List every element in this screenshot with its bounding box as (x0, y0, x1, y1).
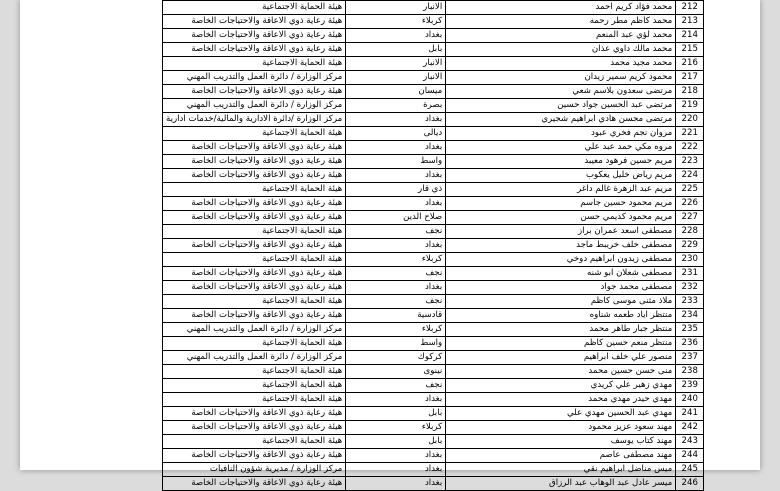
table-row (163, 477, 704, 491)
person-name: مصطفى شعلان ابو شنه (446, 267, 676, 281)
department: هيئة الحماية الاجتماعية (163, 365, 346, 379)
table-row (163, 169, 704, 183)
row-number: 223 (676, 155, 704, 169)
table-row (163, 15, 704, 29)
department: هيئة الحماية الاجتماعية (163, 295, 346, 309)
department: هيئة الحماية الاجتماعية (163, 127, 346, 141)
department: مركز الوزارة / دائرة العمل والتدريب المهني (163, 71, 346, 85)
row-number: 233 (676, 295, 704, 309)
department: هيئة رعاية ذوي الاعاقة والاحتياجات الخاصة (163, 421, 346, 435)
row-number: 229 (676, 239, 704, 253)
department: هيئة الحماية الاجتماعية (163, 393, 346, 407)
person-name: محمد فؤاد كريم احمد (446, 1, 676, 15)
row-number: 240 (676, 393, 704, 407)
governorate: واسط (346, 155, 446, 169)
table-row (163, 295, 704, 309)
department: هيئة رعاية ذوي الاعاقة والاحتياجات الخاصة (163, 85, 346, 99)
governorate: بابل (346, 435, 446, 449)
person-name: محمود كريم سمير زيدان (446, 71, 676, 85)
department: مركز الوزارة / دائرة العمل والتدريب المهني (163, 323, 346, 337)
person-name: ميسر عادل عبد الوهاب عبد الرزاق (446, 477, 676, 491)
governorate: بغداد (346, 477, 446, 491)
row-number: 220 (676, 113, 704, 127)
table-row (163, 197, 704, 211)
table-row (163, 71, 704, 85)
row-number: 227 (676, 211, 704, 225)
document-page (20, 0, 760, 488)
department: هيئة الحماية الاجتماعية (163, 183, 346, 197)
person-name: مريم رياض خليل يعكوب (446, 169, 676, 183)
row-number: 221 (676, 127, 704, 141)
department: هيئة رعاية ذوي الاعاقة والاحتياجات الخاصة (163, 141, 346, 155)
person-name: مروان نجم فخري عبود (446, 127, 676, 141)
person-name: منتظر منعم حسين كاظم (446, 337, 676, 351)
person-name: منى حسن حسين محمد (446, 365, 676, 379)
table-row (163, 1, 704, 15)
person-name: منتظر جبار طاهر محمد (446, 323, 676, 337)
table-row (163, 309, 704, 323)
person-name: مريم عبد الزهرة غالم داغر (446, 183, 676, 197)
row-number: 217 (676, 71, 704, 85)
person-name: ميس مناضل ابراهيم نقي (446, 463, 676, 477)
row-number: 228 (676, 225, 704, 239)
table-row (163, 43, 704, 57)
row-number: 225 (676, 183, 704, 197)
department: هيئة الحماية الاجتماعية (163, 435, 346, 449)
governorate: بصرة (346, 99, 446, 113)
person-name: محمد كاظم مطر رحمه (446, 15, 676, 29)
table-row (163, 113, 704, 127)
person-name: مرتضى محسن هادي ابراهيم شجيري (446, 113, 676, 127)
department: هيئة رعاية ذوي الاعاقة والاحتياجات الخاصة (163, 407, 346, 421)
person-name: ملاذ مثنى موسى كاظم (446, 295, 676, 309)
table-row (163, 267, 704, 281)
table-row (163, 253, 704, 267)
names-table (162, 0, 704, 491)
person-name: محمد مالك داوي عذان (446, 43, 676, 57)
table-row (163, 155, 704, 169)
governorate: الانبار (346, 1, 446, 15)
department: هيئة رعاية ذوي الاعاقة والاحتياجات الخاصة (163, 29, 346, 43)
governorate: واسط (346, 337, 446, 351)
department: هيئة رعاية ذوي الاعاقة والاحتياجات الخاصة (163, 239, 346, 253)
governorate: نينوى (346, 365, 446, 379)
person-name: محمد لؤي عبد المنعم (446, 29, 676, 43)
governorate: بابل (346, 407, 446, 421)
table-row (163, 337, 704, 351)
person-name: مصطفى محمد جواد (446, 281, 676, 295)
row-number: 216 (676, 57, 704, 71)
governorate: الانبار (346, 57, 446, 71)
person-name: منصور علي خلف ابراهيم (446, 351, 676, 365)
table-row (163, 127, 704, 141)
department: هيئة الحماية الاجتماعية (163, 1, 346, 15)
table-row (163, 449, 704, 463)
governorate: بغداد (346, 463, 446, 477)
person-name: مرتضى عبد الحسين جواد حسين (446, 99, 676, 113)
governorate: كربلاء (346, 421, 446, 435)
governorate: كربلاء (346, 15, 446, 29)
table-body (163, 1, 704, 491)
table-row (163, 29, 704, 43)
table-row (163, 225, 704, 239)
person-name: مصطفى زيدون ابراهيم دوخي (446, 253, 676, 267)
table-row (163, 435, 704, 449)
person-name: مريم محمود حسين جاسم (446, 197, 676, 211)
department: هيئة الحماية الاجتماعية (163, 379, 346, 393)
row-number: 239 (676, 379, 704, 393)
person-name: مرتضى سعدون بلاسم شعي (446, 85, 676, 99)
governorate: نجف (346, 379, 446, 393)
department: هيئة رعاية ذوي الاعاقة والاحتياجات الخاصة (163, 281, 346, 295)
governorate: الانبار (346, 71, 446, 85)
person-name: مهند سعود عزيز محمود (446, 421, 676, 435)
table-row (163, 183, 704, 197)
department: مركز الوزارة / مديرية شؤون النافيات (163, 463, 346, 477)
table-row (163, 379, 704, 393)
table-row (163, 407, 704, 421)
row-number: 224 (676, 169, 704, 183)
department: هيئة رعاية ذوي الاعاقة والاحتياجات الخاصة (163, 211, 346, 225)
department: هيئة الحماية الاجتماعية (163, 225, 346, 239)
governorate: كربلاء (346, 323, 446, 337)
table-row (163, 239, 704, 253)
person-name: مهند مصطفى عاصم (446, 449, 676, 463)
department: هيئة الحماية الاجتماعية (163, 253, 346, 267)
governorate: ميسان (346, 85, 446, 99)
table-row (163, 57, 704, 71)
table-row (163, 421, 704, 435)
governorate: بغداد (346, 393, 446, 407)
governorate: صلاح الدين (346, 211, 446, 225)
table-row (163, 211, 704, 225)
department: مركز الوزارة /دائرة الادارية والمالية/خدمات ادارية (163, 113, 346, 127)
row-number: 212 (676, 1, 704, 15)
person-name: مريم حسين فرهود معيبد (446, 155, 676, 169)
row-number: 234 (676, 309, 704, 323)
table-row (163, 365, 704, 379)
row-number: 241 (676, 407, 704, 421)
department: هيئة رعاية ذوي الاعاقة والاحتياجات الخاصة (163, 155, 346, 169)
person-name: مصطفى اسعد عمران براز (446, 225, 676, 239)
row-number: 222 (676, 141, 704, 155)
table-row (163, 85, 704, 99)
row-number: 235 (676, 323, 704, 337)
governorate: بغداد (346, 449, 446, 463)
department: هيئة رعاية ذوي الاعاقة والاحتياجات الخاصة (163, 309, 346, 323)
row-number: 244 (676, 449, 704, 463)
person-name: مصطفى خلف خريبط ماجد (446, 239, 676, 253)
governorate: كركوك (346, 351, 446, 365)
governorate: بغداد (346, 29, 446, 43)
governorate: بغداد (346, 169, 446, 183)
row-number: 242 (676, 421, 704, 435)
department: هيئة رعاية ذوي الاعاقة والاحتياجات الخاصة (163, 43, 346, 57)
person-name: محمد مجيد محمد (446, 57, 676, 71)
governorate: قادسية (346, 309, 446, 323)
governorate: بغداد (346, 281, 446, 295)
table-row (163, 141, 704, 155)
governorate: بغداد (346, 113, 446, 127)
department: هيئة رعاية ذوي الاعاقة والاحتياجات الخاصة (163, 477, 346, 491)
department: مركز الوزارة / دائرة العمل والتدريب المهني (163, 99, 346, 113)
governorate: كربلاء (346, 253, 446, 267)
row-number: 237 (676, 351, 704, 365)
person-name: مهدي حيدر مهدي محمد (446, 393, 676, 407)
department: مركز الوزارة / دائرة العمل والتدريب المهني (163, 351, 346, 365)
row-number: 215 (676, 43, 704, 57)
person-name: مهند كتاب يوسف (446, 435, 676, 449)
row-number: 214 (676, 29, 704, 43)
row-number: 226 (676, 197, 704, 211)
table-row (163, 351, 704, 365)
row-number: 246 (676, 477, 704, 491)
row-number: 236 (676, 337, 704, 351)
governorate: بغداد (346, 197, 446, 211)
row-number: 213 (676, 15, 704, 29)
governorate: بغداد (346, 239, 446, 253)
row-number: 230 (676, 253, 704, 267)
governorate: ديالى (346, 127, 446, 141)
governorate: نجف (346, 225, 446, 239)
governorate: نجف (346, 267, 446, 281)
person-name: مروه مكي حمد عبد علي (446, 141, 676, 155)
row-number: 219 (676, 99, 704, 113)
department: هيئة رعاية ذوي الاعاقة والاحتياجات الخاصة (163, 449, 346, 463)
governorate: ذي قار (346, 183, 446, 197)
governorate: نجف (346, 295, 446, 309)
table-row (163, 281, 704, 295)
row-number: 218 (676, 85, 704, 99)
table-row (163, 323, 704, 337)
table-row (163, 393, 704, 407)
table-row (163, 99, 704, 113)
row-number: 238 (676, 365, 704, 379)
department: هيئة رعاية ذوي الاعاقة والاحتياجات الخاصة (163, 267, 346, 281)
person-name: مهدي عبد الحسين مهدي علي (446, 407, 676, 421)
row-number: 232 (676, 281, 704, 295)
row-number: 245 (676, 463, 704, 477)
row-number: 243 (676, 435, 704, 449)
department: هيئة رعاية ذوي الاعاقة والاحتياجات الخاصة (163, 197, 346, 211)
department: هيئة رعاية ذوي الاعاقة والاحتياجات الخاصة (163, 169, 346, 183)
department: هيئة الحماية الاجتماعية (163, 337, 346, 351)
department: هيئة الحماية الاجتماعية (163, 57, 346, 71)
governorate: بغداد (346, 141, 446, 155)
governorate: بابل (346, 43, 446, 57)
person-name: منتظر اياد طعمه شناوه (446, 309, 676, 323)
person-name: مهدي زهير علي كريدي (446, 379, 676, 393)
department: هيئة رعاية ذوي الاعاقة والاحتياجات الخاصة (163, 15, 346, 29)
person-name: مريم محمود كديمي حسن (446, 211, 676, 225)
row-number: 231 (676, 267, 704, 281)
